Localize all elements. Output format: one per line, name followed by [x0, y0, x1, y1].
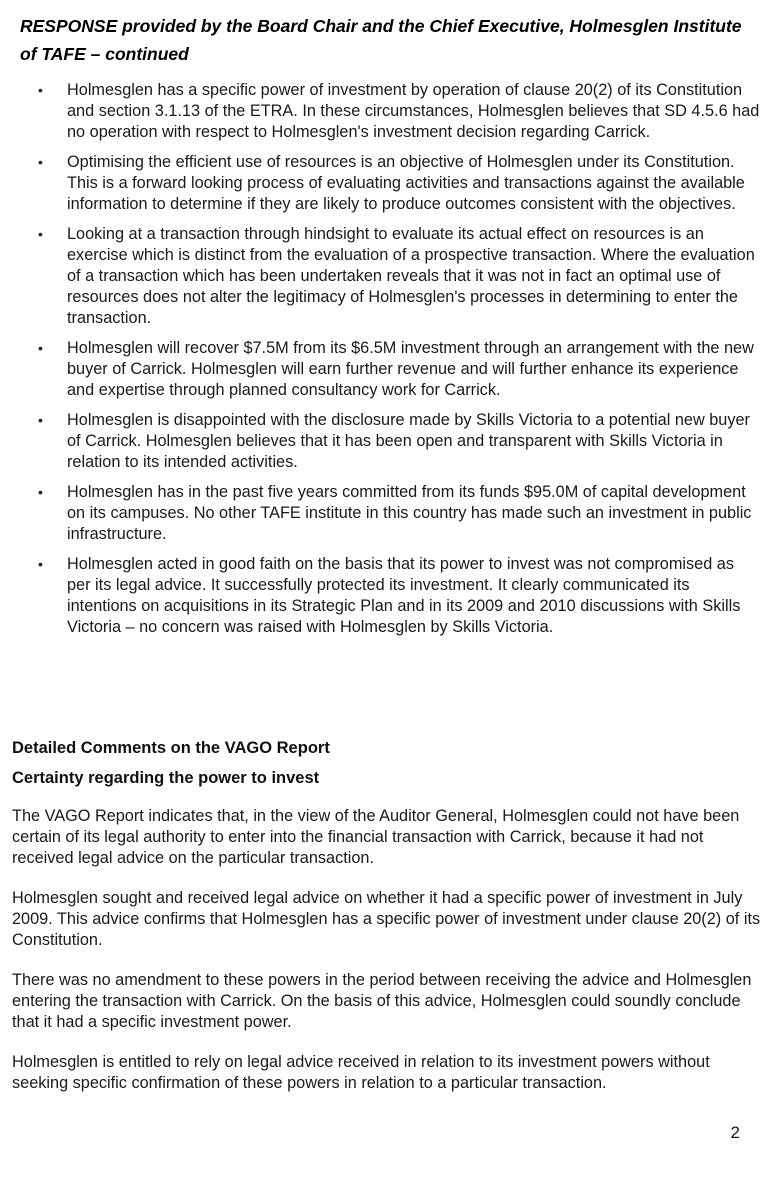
detailed-comments-heading: Detailed Comments on the VAGO Report	[12, 739, 330, 757]
body-paragraph: The VAGO Report indicates that, in the view of the Auditor General, Holmesglen could not have been certain of its legal authority to enter into the financial transaction with Carrick, because it had not received legal advice on the particular transaction.	[12, 807, 740, 867]
bullet-marker: •	[38, 556, 43, 572]
bullet-marker: •	[38, 154, 43, 170]
bullet-text: Holmesglen has a specific power of investment by operation of clause 20(2) of its Constitution and section 3.1.13 of the ETRA. In these circumstances, Holmesglen believes that SD 4.5.6 had no operation with respect to Holmesglen's investment decision regarding Carrick.	[67, 81, 760, 141]
bullet-text: Optimising the efficient use of resources is an objective of Holmesglen under its Constitution. This is a forward looking process of evaluating activities and transactions against the available information to determine if they are likely to produce outcomes consistent with the objectives.	[67, 153, 745, 213]
bullet-marker: •	[38, 412, 43, 428]
bullet-list	[0, 80, 784, 647]
bullet-item	[0, 338, 784, 401]
certainty-subheading: Certainty regarding the power to invest	[12, 769, 320, 787]
bullet-item	[0, 224, 784, 329]
bullet-marker: •	[38, 82, 43, 98]
bullet-text: Holmesglen has in the past five years committed from its funds $95.0M of capital development on its campuses. No other TAFE institute in this country has made such an investment in public infrastructure.	[67, 483, 752, 543]
body-paragraph: Holmesglen sought and received legal advice on whether it had a specific power of investment in July 2009. This advice confirms that Holmesglen has a specific power of investment under clause 20(2) of its Constitution.	[12, 889, 761, 949]
body-paragraph: There was no amendment to these powers in the period between receiving the advice and Holmesglen entering the transaction with Carrick. On the basis of this advice, Holmesglen could soundly conclude that it had a specific investment power.	[12, 971, 752, 1031]
bullet-marker: •	[38, 226, 43, 242]
bullet-marker: •	[38, 484, 43, 500]
bullet-text: Holmesglen will recover $7.5M from its $6.5M investment through an arrangement with the new buyer of Carrick. Holmesglen will earn further revenue and will further enhance its experience and expertise through planned consultancy work for Carrick.	[67, 339, 754, 399]
bullet-text: Holmesglen acted in good faith on the basis that its power to invest was not compromised as per its legal advice. It successfully protected its investment. It clearly communicated its intentions on acquisitions in its Strategic Plan and in its 2009 and 2010 discussions with Skills Victoria – no concern was raised with Holmesglen by Skills Victoria.	[67, 555, 741, 636]
bullet-marker: •	[38, 340, 43, 356]
page-number: 2	[730, 1123, 740, 1142]
body-paragraphs	[12, 806, 762, 1113]
bullet-item	[0, 152, 784, 215]
bullet-text: Looking at a transaction through hindsight to evaluate its actual effect on resources is an exercise which is distinct from the evaluation of a prospective transaction. Where the evaluation of a transaction which has been undertaken reveals that it was not in fact an optimal use of resources does not alter the legitimacy of Holmesglen's processes in determining to enter the transaction.	[67, 225, 755, 327]
bullet-text: Holmesglen is disappointed with the disclosure made by Skills Victoria to a potential new buyer of Carrick. Holmesglen believes that it has been open and transparent with Skills Victoria in relation to its intended activities.	[67, 411, 750, 471]
body-paragraph: Holmesglen is entitled to rely on legal advice received in relation to its investment powers without seeking specific confirmation of these powers in relation to a particular transaction.	[12, 1053, 710, 1092]
page-header-title: RESPONSE provided by the Board Chair and the Chief Executive, Holmesglen Institute of TAFE – continued	[20, 16, 742, 64]
bullet-item	[0, 554, 784, 638]
bullet-item	[0, 80, 784, 143]
bullet-item	[0, 410, 784, 473]
bullet-item	[0, 482, 784, 545]
